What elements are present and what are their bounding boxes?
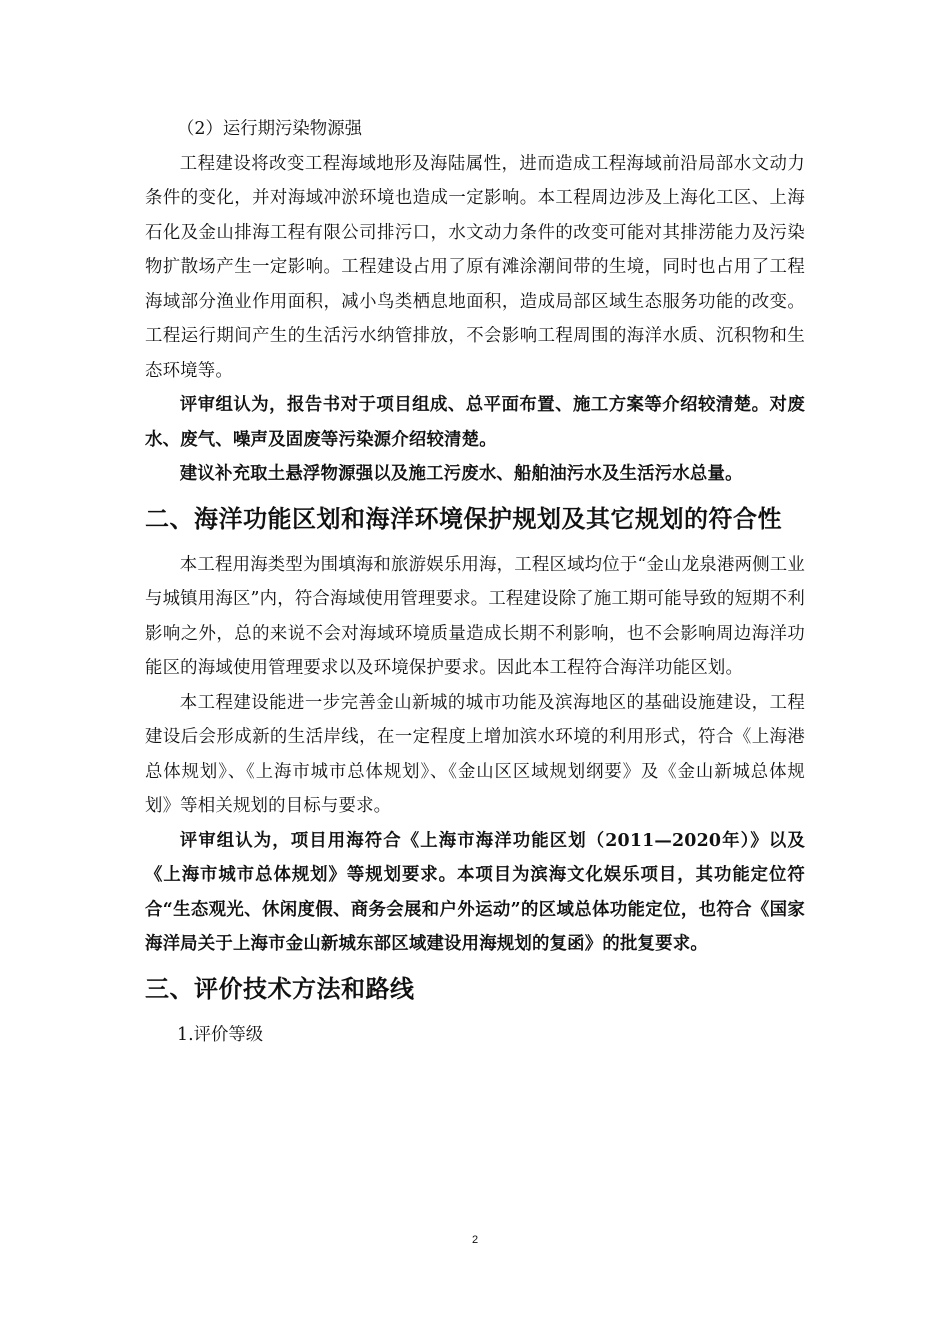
paragraph-operation-impact: 工程建设将改变工程海域地形及海陆属性，进而造成工程海域前沿局部水文动力条件的变化，并对海域冲淤环境也造成一定影响。本工程周边涉及上海化工区、上海石化及金山排海工程有限公司排污口，水文动力条件的改变可能对其排涝能力及污染物扩散场产生一定影响。工程建设占用了原有滩涂潮间带的生境，同时也占用了工程海域部分渔业作用面积，减小鸟类栖息地面积，造成局部区域生态服务功能的改变。工程运行期间产生的生活污水纳管排放，不会影响工程周围的海洋水质、沉积物和生态环境等。 bbox=[145, 153, 805, 381]
review-opinion-1: 评审组认为，报告书对于项目组成、总平面布置、施工方案等介绍较清楚。对废水、废气、噪声及固废等污染源介绍较清楚。 bbox=[145, 395, 805, 450]
section-heading-3: 三、评价技术方法和路线 bbox=[145, 973, 415, 1003]
paragraph-marine-zoning: 本工程用海类型为围填海和旅游娱乐用海，工程区域均位于“金山龙泉港两侧工业与城镇用海区”内，符合海域使用管理要求。工程建设除了施工期可能导致的短期不利影响之外，总的来说不会对海域环境质量造成长期不利影响，也不会影响周边海洋功能区的海域使用管理要求以及环境保护要求。因此本工程符合海洋功能区划。 bbox=[145, 554, 805, 678]
page-number: 2 bbox=[471, 1234, 479, 1246]
document-body bbox=[145, 112, 805, 1052]
subheading-operation-pollution: （2）运行期污染物源强 bbox=[177, 119, 362, 139]
subheading-evaluation-grade: 1.评价等级 bbox=[177, 1024, 264, 1045]
section-heading-2: 二、海洋功能区划和海洋环境保护规划及其它规划的符合性 bbox=[145, 503, 782, 533]
review-opinion-2: 评审组认为，项目用海符合《上海市海洋功能区划（2011—2020年）》以及《上海市城市总体规划》等规划要求。本项目为滨海文化娱乐项目，其功能定位符合“生态观光、休闲度假、商务会展和户外运动”的区域总体功能定位，也符合《国家海洋局关于上海市金山新城东部区域建设用海规划的复函》的批复要求。 bbox=[145, 830, 805, 954]
review-suggestion-1: 建议补充取土悬浮物源强以及施工污废水、船舶油污水及生活污水总量。 bbox=[179, 464, 743, 484]
paragraph-city-planning: 本工程建设能进一步完善金山新城的城市功能及滨海地区的基础设施建设，工程建设后会形成新的生活岸线，在一定程度上增加滨水环境的利用形式，符合《上海港总体规划》、《上海市城市总体规划》、《金山区区域规划纲要》及《金山新城总体规划》等相关规划的目标与要求。 bbox=[145, 692, 805, 816]
